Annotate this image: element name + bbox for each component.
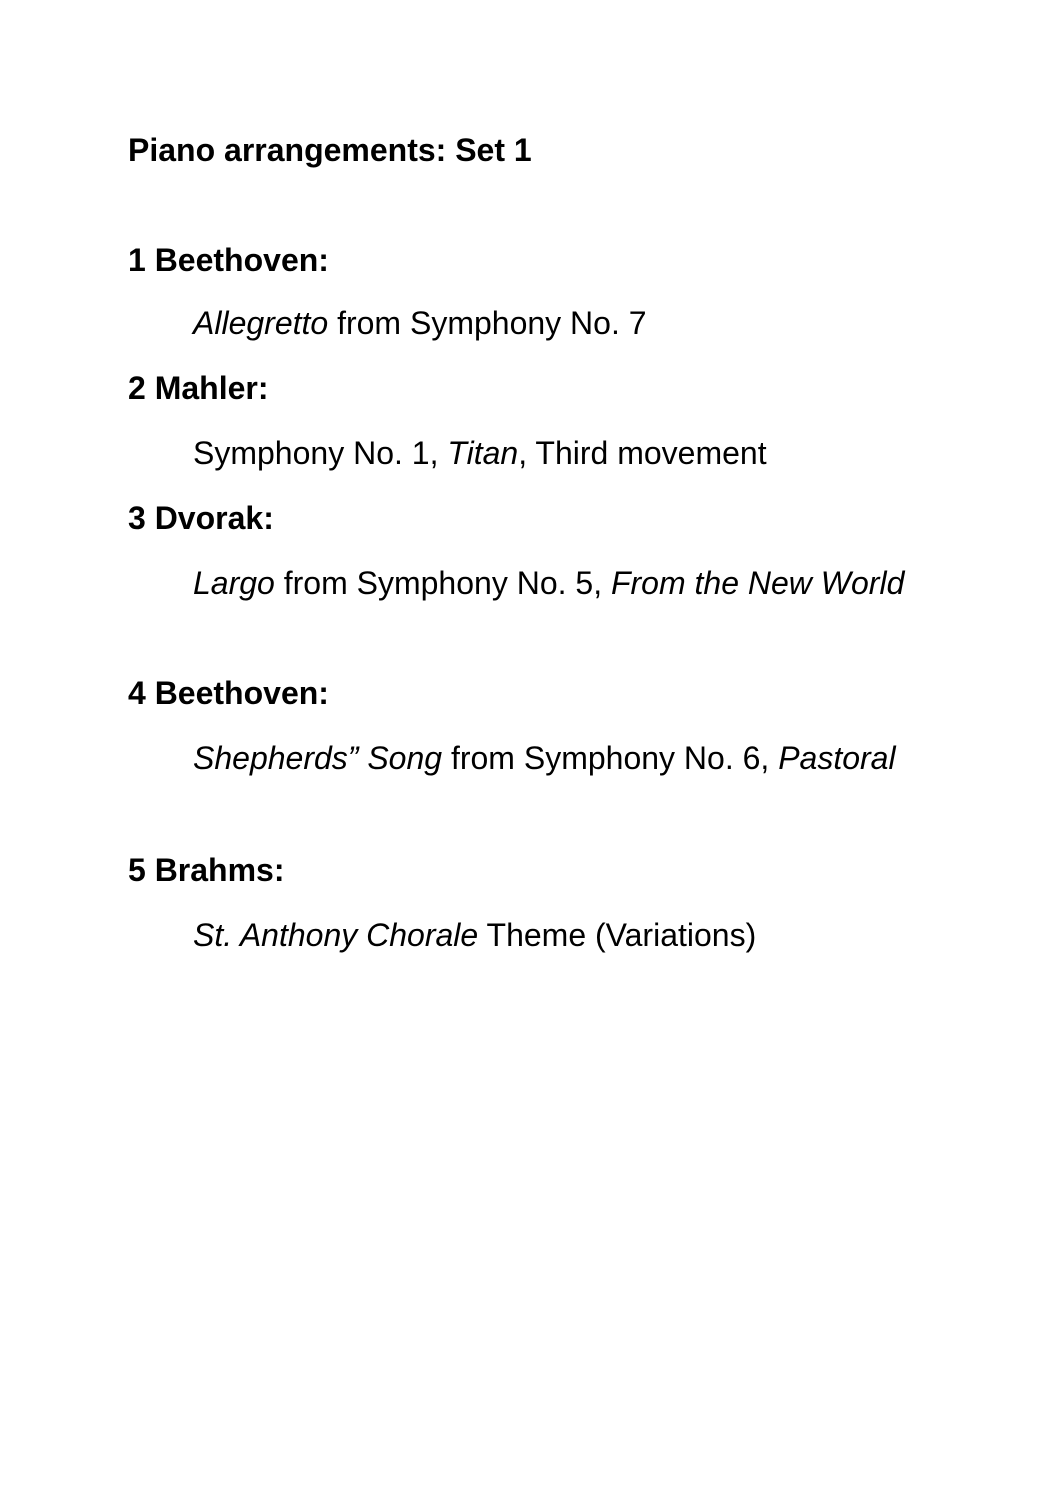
entry-3-part-2: from Symphony No. 5, xyxy=(274,565,611,601)
entry-heading-3: 3 Dvorak: xyxy=(128,500,274,536)
entry-5-part-2: Theme (Variations) xyxy=(478,917,757,953)
entry-heading-4: 4 Beethoven: xyxy=(128,675,329,711)
entry-5-part-1: St. Anthony Chorale xyxy=(193,917,479,953)
entry-2-part-2: Titan xyxy=(447,435,519,471)
entry-4-part-2: from Symphony No. 6, xyxy=(442,740,779,776)
entry-heading-5: 5 Brahms: xyxy=(128,852,285,888)
entry-description-5 xyxy=(193,912,913,959)
entry-description-4 xyxy=(193,735,913,782)
page-title: Piano arrangements: Set 1 xyxy=(128,132,532,168)
entry-4-part-3: Pastoral xyxy=(778,740,896,776)
entry-description-3 xyxy=(193,560,913,607)
entry-4-part-1: Shepherds” Song xyxy=(193,740,443,776)
entry-2-part-3: , Third movement xyxy=(518,435,767,471)
entry-heading-2: 2 Mahler: xyxy=(128,370,269,406)
entry-description-1 xyxy=(193,300,913,347)
entry-1-part-2: from Symphony No. 7 xyxy=(328,305,647,341)
entry-2-part-1: Symphony No. 1, xyxy=(193,435,448,471)
entry-3-part-1: Largo xyxy=(193,565,275,601)
entry-heading-1: 1 Beethoven: xyxy=(128,242,329,278)
entry-1-part-1: Allegretto xyxy=(193,305,329,341)
entry-description-2 xyxy=(193,430,913,477)
entry-3-part-3: From the New World xyxy=(610,565,905,601)
